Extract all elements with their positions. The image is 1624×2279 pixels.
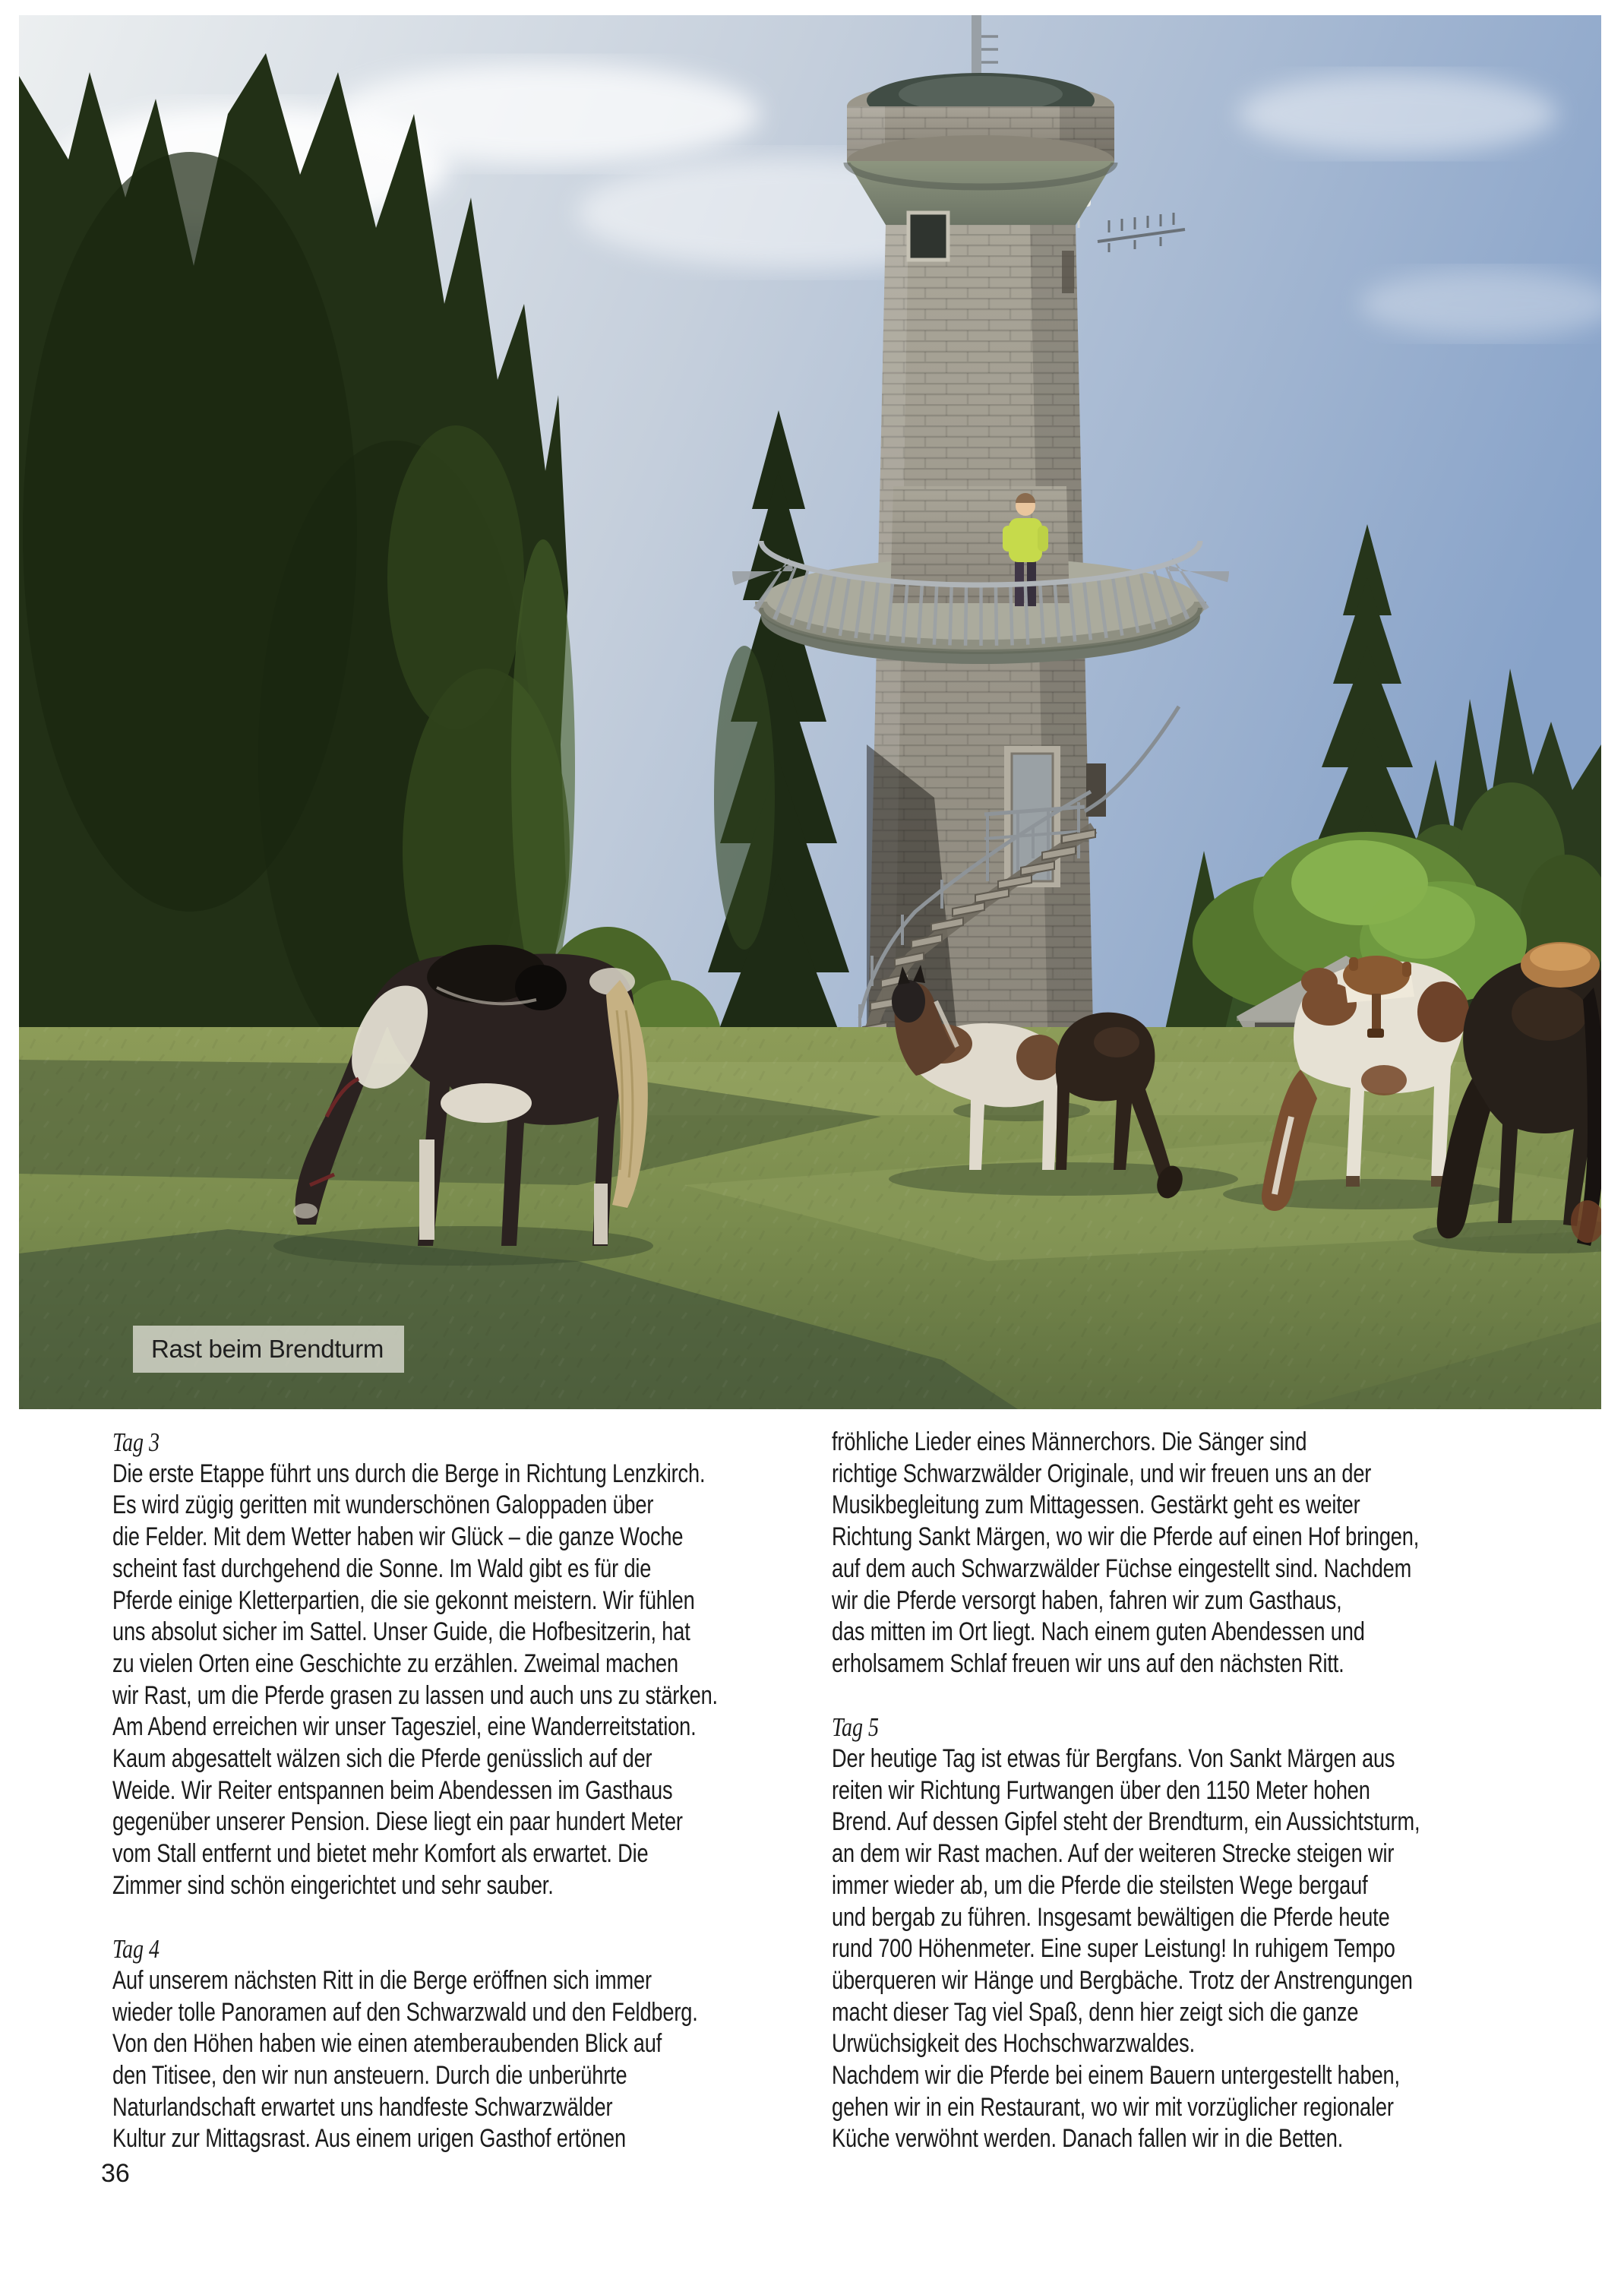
photo-caption: Rast beim Brendturm	[133, 1326, 404, 1373]
section-tag-3	[112, 1427, 811, 1902]
section-body: Die erste Etappe führt uns durch die Berge in Richtung Lenzkirch. Es wird zügig geritten mit wunderschönen Galoppaden über die Felder. Mit dem Wetter haben wir Glück – die ganze Woche scheint fast durchgehend die Sonne. Im Wald gibt es für die Pferde einige Kletterpartien, die sie gekonnt meistern. Wir fühlen uns absolut sicher im Sattel. Unser Guide, die Hofbesitzerin, hat zu vielen Orten eine Geschichte zu erzählen. Zweimal machen wir Rast, um die Pferde grasen zu lassen und auch uns zu stärken. Am Abend erreichen wir unser Tagesziel, eine Wanderreitstation. Kaum abgesattelt wälzen sich die Pferde genüsslich auf der Weide. Wir Reiter entspannen beim Abendessen im Gasthaus gegenüber unserer Pension. Diese liegt ein paar hundert Meter vom Stall entfernt und bietet mehr Komfort als erwartet. Die Zimmer sind schön eingerichtet und sehr sauber.	[112, 1459, 718, 1900]
section-continuation	[832, 1427, 1531, 1680]
section-heading: Tag 4	[112, 1934, 160, 1964]
photo-brendturm	[19, 15, 1601, 1409]
text-column-right	[832, 1427, 1531, 2155]
photo-scene	[19, 15, 1601, 1409]
section-tag-4	[112, 1933, 811, 2155]
tower-window	[908, 213, 948, 260]
text-column-left	[112, 1427, 811, 2155]
section-body: fröhliche Lieder eines Männerchors. Die Sänger sind richtige Schwarzwälder Originale, und wir freuen uns an der Musikbegleitung zum Mittagessen. Gestärkt geht es weiter Richtung Sankt Märgen, wo wir die Pferde auf einen Hof bringen, auf dem auch Schwarzwälder Füchse eingestellt sind. Nachdem wir die Pferde versorgt haben, fahren wir zum Gasthaus, das mitten im Ort liegt. Nach einem guten Abendessen und erholsamem Schlaf freuen wir uns auf den nächsten Ritt.	[832, 1427, 1420, 1678]
section-heading: Tag 3	[112, 1427, 160, 1457]
section-body: Der heutige Tag ist etwas für Bergfans. Von Sankt Märgen aus reiten wir Richtung Furtwangen über den 1150 Meter hohen Brend. Auf dessen Gipfel steht der Brendturm, ein Aussichtsturm, an dem wir Rast machen. Auf der weiteren Strecke steigen wir immer wieder ab, um die Pferde die steilsten Wege bergauf und bergab zu führen. Insgesamt bewältigen die Pferde heute rund 700 Höhenmeter. Eine super Leistung! In ruhigem Tempo überqueren wir Hänge und Bergbäche. Trotz der Anstrengungen macht dieser Tag viel Spaß, denn hier zeigt sich die ganze Urwüchsigkeit des Hochschwarzwaldes. Nachdem wir die Pferde bei einem Bauern untergestellt haben, gehen wir in ein Restaurant, wo wir mit vorzüglicher regionaler Küche verwöhnt werden. Danach fallen wir in die Betten.	[832, 1744, 1420, 2154]
section-heading: Tag 5	[832, 1712, 880, 1743]
section-tag-5	[832, 1712, 1531, 2155]
page-number: 36	[101, 2159, 130, 2188]
section-body: Auf unserem nächsten Ritt in die Berge eröffnen sich immer wieder tolle Panoramen auf den Schwarzwald und den Feldberg. Von den Höhen haben wie einen atemberaubenden Blick auf den Titisee, den wir nun ansteuern. Durch die unberührte Naturlandschaft erwartet uns handfeste Schwarzwälder Kultur zur Mittagsrast. Aus einem urigen Gasthof ertönen	[112, 1965, 698, 2154]
